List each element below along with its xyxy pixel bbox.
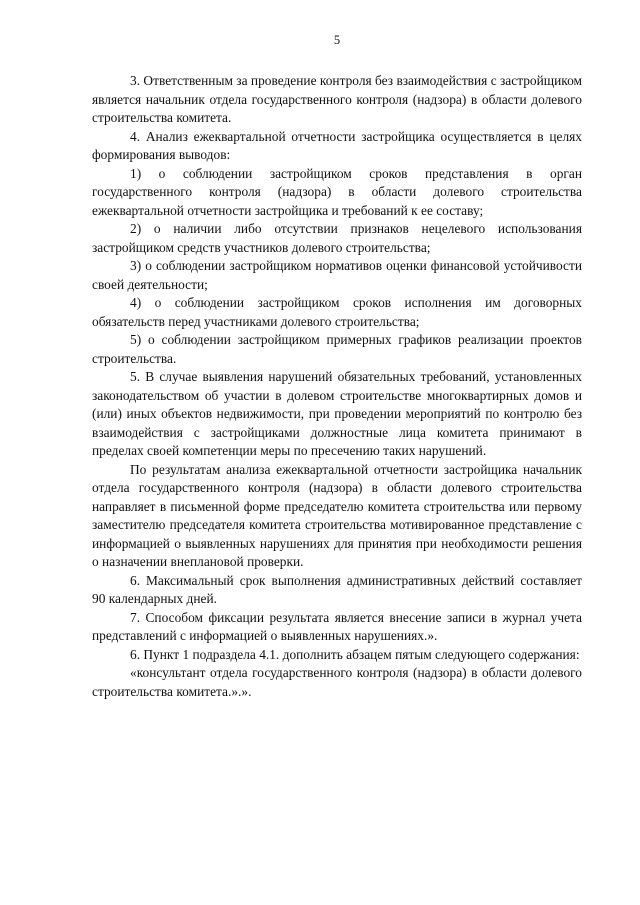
paragraph-3-responsible: 3. Ответственным за проведение контроля без взаимодействия с застройщиком является начальник отдела государственного контроля (надзора) в области долевого строительства комитета. [92,73,582,125]
list-item-1-deadlines: 1) о соблюдении застройщиком сроков представления в орган государственного контроля (надзора) в области долевого строительства ежеквартальной отчетности застройщика и требований к ее составу; [92,165,582,218]
document-page [92,32,582,701]
paragraph-6-max-term: 6. Максимальный срок выполнения административных действий составляет 90 календарных дней. [92,572,582,606]
paragraph-amendment-6: 6. Пункт 1 подраздела 4.1. дополнить абзацем пятым следующего содержания: [130,646,580,662]
paragraph-7-fixation: 7. Способом фиксации результата является внесение записи в журнал учета представлений с информацией о выявленных нарушениях.». [92,609,582,643]
paragraph-4-analysis: 4. Анализ ежеквартальной отчетности застройщика осуществляется в целях формирования выводов: [92,128,582,162]
page-number: 5 [333,33,341,47]
paragraph-results: По результатам анализа ежеквартальной отчетности застройщика начальник отдела государственного контроля (надзора) в области долевого строительства направляет в письменной форме председателю комитета строительства или первому заместителю председателя комитета строительства мотивированное представление с информацией о выявленных нарушениях для принятия при необходимости решения о назначении внеплановой проверки. [92,461,582,569]
list-item-5-schedules: 5) о соблюдении застройщиком примерных графиков реализации проектов строительства. [92,332,582,366]
paragraph-quoted-addition: «консультант отдела государственного контроля (надзора) в области долевого строительства комитета.».». [92,665,582,699]
list-item-2-misuse: 2) о наличии либо отсутствии признаков нецелевого использования застройщиком средств участников долевого строительства; [92,221,582,255]
list-item-4-contract-obligations: 4) о соблюдении застройщиком сроков исполнения им договорных обязательств перед участниками долевого строительства; [92,295,582,329]
list-item-3-financial-stability: 3) о соблюдении застройщиком нормативов оценки финансовой устойчивости своей деятельности; [92,258,582,292]
paragraph-5-violations: 5. В случае выявления нарушений обязательных требований, установленных законодательством об участии в долевом строительстве многоквартирных домов и (или) иных объектов недвижимости, при проведении мероприятий по контролю без взаимодействия с застройщиками должностные лица комитета принимают в пределах своей компетенции меры по пресечению таких нарушений. [92,369,582,458]
